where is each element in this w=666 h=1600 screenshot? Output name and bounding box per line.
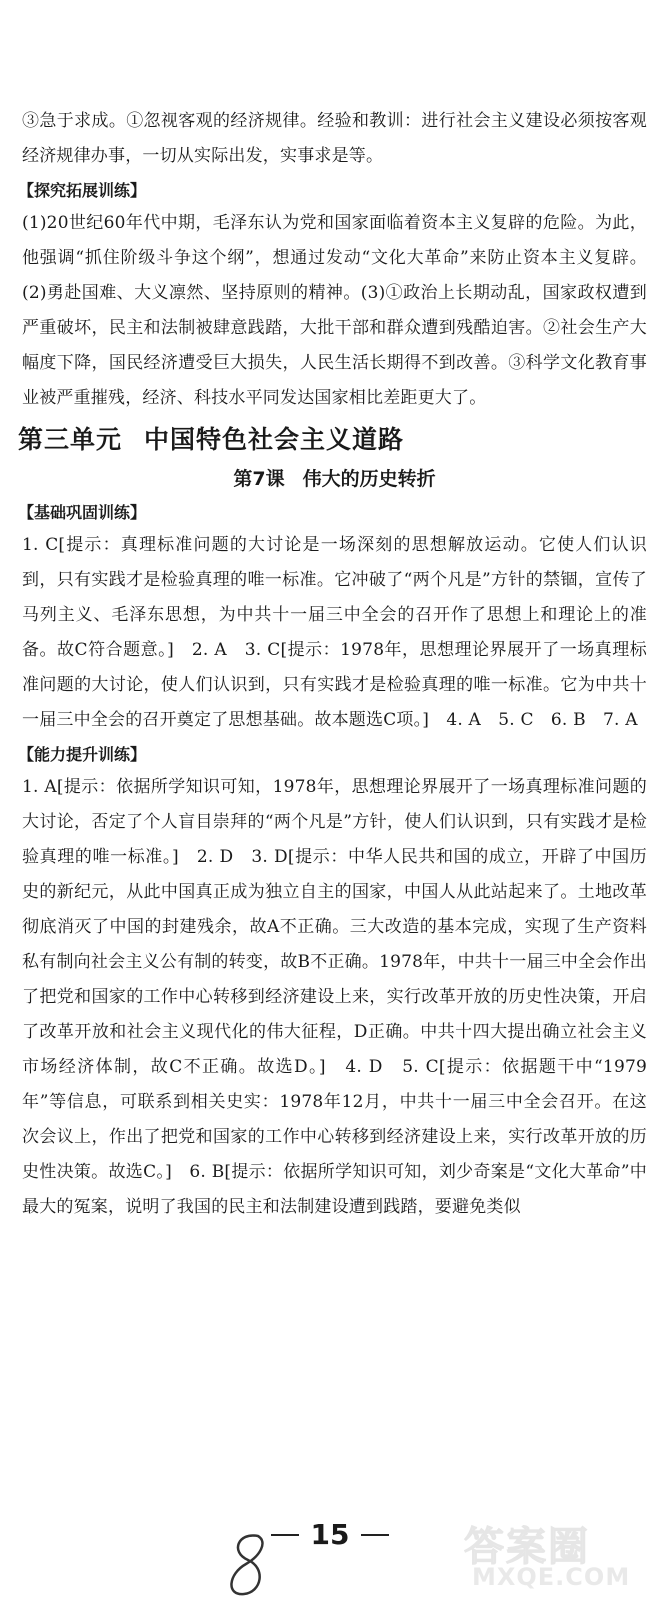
lesson-number: 第7课 xyxy=(233,468,285,490)
unit-number: 第三单元 xyxy=(18,425,123,454)
section-label-ability: 【能力提升训练】 xyxy=(18,745,147,764)
footer-dash-right xyxy=(361,1534,389,1536)
page-number: 15 xyxy=(310,1518,350,1551)
site-watermark xyxy=(464,1515,660,1595)
basic-answers-paragraph: 1. C[提示：真理标准问题的大讨论是一场深刻的思想解放运动。它使人们认识到，只有实践才是检验真理的唯一标准。它冲破了“两个凡是”方针的禁锢，宣传了马列主义、毛泽东思想，为中共十一届三中全会的召开作了思想上和理论上的准备。故C符合题意。] 2. A 3. C[提示：1978年，思想理论界展开了一场真理标准问题的大讨论，使人们认识到，只有实践才是检验真理的唯一标准。它为中共十一届三中全会的召开奠定了思想基础。故本题选C项。] 4. A 5. C 6. B 7. A xyxy=(22,535,647,730)
unit-title xyxy=(18,420,647,460)
section-label-explore: 【探究拓展训练】 xyxy=(18,181,147,200)
footer-dash-left xyxy=(271,1534,299,1536)
ability-answers-paragraph: 1. A[提示：依据所学知识可知，1978年，思想理论界展开了一场真理标准问题的大讨论，否定了个人盲目崇拜的“两个凡是”方针，使人们认识到，只有实践才是检验真理的唯一标准。] 2. D 3. D[提示：中华人民共和国的成立，开辟了中国历史的新纪元，从此中国真正成为独立自主的国家，中国人从此站起来了。土地改革彻底消灭了中国的封建残余，故A不正确。三大改造的基本完成，实现了生产资料私有制向社会主义公有制的转变，故B不正确。1978年，中共十一届三中全会作出了把党和国家的工作中心转移到经济建设上来，实行改革开放的历史性决策，开启了改革开放和社会主义现代化的伟大征程，D正确。中共十四大提出确立社会主义市场经济体制，故C不正确。故选D。] 4. D 5. C[提示：依据题干中“1979年”等信息，可联系到相关史实：1978年12月，中共十一届三中全会召开。在这次会议上，作出了把党和国家的工作中心转移到经济建设上来，实行改革开放的历史性决策。故选C。] 6. B[提示：依据所学知识可知，刘少奇案是“文化大革命”中最大的冤案，说明了我国的民主和法制建设遭到践踏，要避免类似 xyxy=(22,777,647,1217)
answer-page xyxy=(18,104,647,1225)
watermark-url: MXQE.COM xyxy=(472,1563,631,1591)
lesson-title xyxy=(22,462,647,496)
lesson-name: 伟大的历史转折 xyxy=(302,468,436,490)
watermark-logo-text: 答案圈 xyxy=(464,1524,590,1570)
intro-paragraph: ③急于求成。①忽视客观的经济规律。经验和教训：进行社会主义建设必须按客观经济规律办事，一切从实际出发，实事求是等。 xyxy=(22,111,647,166)
page-footer xyxy=(230,1518,430,1551)
explore-paragraph: (1)20世纪60年代中期，毛泽东认为党和国家面临着资本主义复辟的危险。为此，他强调“抓住阶级斗争这个纲”，想通过发动“文化大革命”来防止资本主义复辟。(2)勇赴国难、大义凛然、坚持原则的精神。(3)①政治上长期动乱，国家政权遭到严重破坏，民主和法制被肆意践踏，大批干部和群众遭到残酷迫害。②社会生产大幅度下降，国民经济遭受巨大损失，人民生活长期得不到改善。③科学文化教育事业被严重摧残，经济、科技水平同发达国家相比差距更大了。 xyxy=(22,213,647,408)
section-label-basic: 【基础巩固训练】 xyxy=(18,503,147,522)
unit-name: 中国特色社会主义道路 xyxy=(144,425,405,454)
